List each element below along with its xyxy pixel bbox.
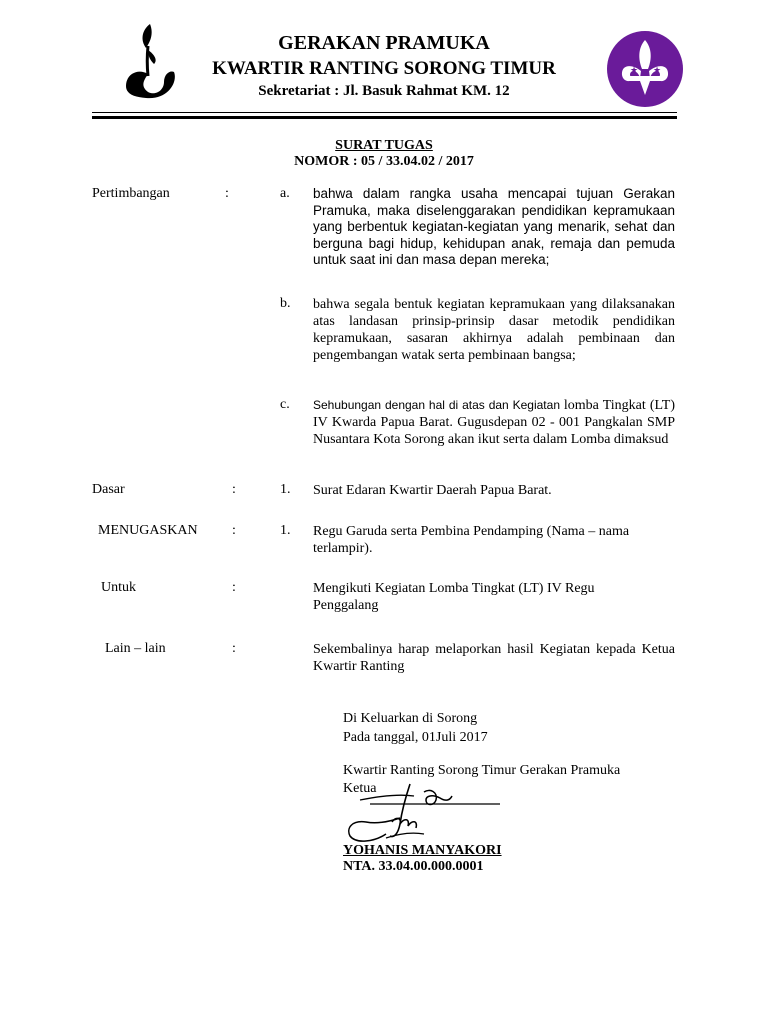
header-divider-thin (92, 112, 677, 113)
item-marker-b: b. (280, 296, 291, 311)
menugaskan-label: MENUGASKAN (98, 523, 198, 538)
letter-title: SURAT TUGAS (335, 138, 433, 153)
header-divider-thick (92, 116, 677, 119)
pertimbangan-item-b: bahwa segala bentuk kegiatan kepramukaan yang dilaksanakan atas landasan prinsip-prinsip dasar metodik pendidikan kepramukaan, sasaran akhirnya adalah pembinaan dan pengembangan watak serta pembinaan bangsa; (313, 297, 675, 363)
menugaskan-colon: : (232, 523, 236, 538)
office-name: Kwartir Ranting Sorong Timur Gerakan Pramuka (343, 763, 621, 778)
letter-number: NOMOR : 05 / 33.04.02 / 2017 (294, 154, 474, 169)
signatory-name: YOHANIS MANYAKORI (343, 843, 502, 858)
dasar-text: Surat Edaran Kwartir Daerah Papua Barat. (313, 483, 552, 498)
secretariat-address: Sekretariat : Jl. Basuk Rahmat KM. 12 (258, 83, 510, 99)
untuk-colon: : (232, 580, 236, 595)
branch-name: KWARTIR RANTING SORONG TIMUR (212, 58, 556, 79)
org-name: GERAKAN PRAMUKA (278, 32, 490, 54)
pertimbangan-colon: : (225, 186, 229, 201)
item-c-lead: Sehubungan dengan hal di atas dan Kegiatan (313, 398, 564, 412)
untuk-label: Untuk (101, 580, 136, 595)
lain-text: Sekembalinya harap melaporkan hasil Kegiatan kepada Ketua Kwartir Ranting (313, 642, 675, 674)
issued-at: Di Keluarkan di Sorong (343, 711, 478, 726)
dasar-marker: 1. (280, 482, 291, 497)
item-marker-a: a. (280, 186, 290, 201)
pertimbangan-item-a: bahwa dalam rangka usaha mencapai tujuan Gerakan Pramuka, maka diselenggarakan pendidikan kepramukaan yang berbentuk kegiatan-kegiatan yang menarik, sehat dan berguna bagi hidup, kehidupan anak, remaja dan pemuda untuk saat ini dan masa depan mereka; (313, 186, 675, 267)
dasar-colon: : (232, 482, 236, 497)
svg-text:★: ★ (653, 66, 662, 76)
menugaskan-text: Regu Garuda serta Pembina Pendamping (Nama – nama terlampir). (313, 524, 630, 556)
svg-text:★: ★ (630, 66, 639, 76)
position-title: Ketua (343, 781, 377, 796)
lain-label: Lain – lain (105, 641, 166, 656)
item-marker-c: c. (280, 397, 290, 412)
handwritten-signature-icon (340, 778, 510, 848)
pertimbangan-label: Pertimbangan (92, 186, 170, 201)
signatory-nta: NTA. 33.04.00.000.0001 (343, 859, 484, 874)
lain-colon: : (232, 641, 236, 656)
issued-date: Pada tanggal, 01Juli 2017 (343, 730, 488, 745)
pertimbangan-item-c (313, 397, 675, 448)
dasar-label: Dasar (92, 482, 125, 497)
menugaskan-marker: 1. (280, 523, 291, 538)
item-c-text: lomba Tingkat (LT) IV Kwarda Papua Barat. Gugusdepan 02 - 001 Pangkalan SMP Nusantara Kota Sorong akan ikut serta dalam Lomba dimaksud (313, 398, 675, 447)
untuk-text: Mengikuti Kegiatan Lomba Tingkat (LT) IV Regu Penggalang (313, 581, 595, 613)
